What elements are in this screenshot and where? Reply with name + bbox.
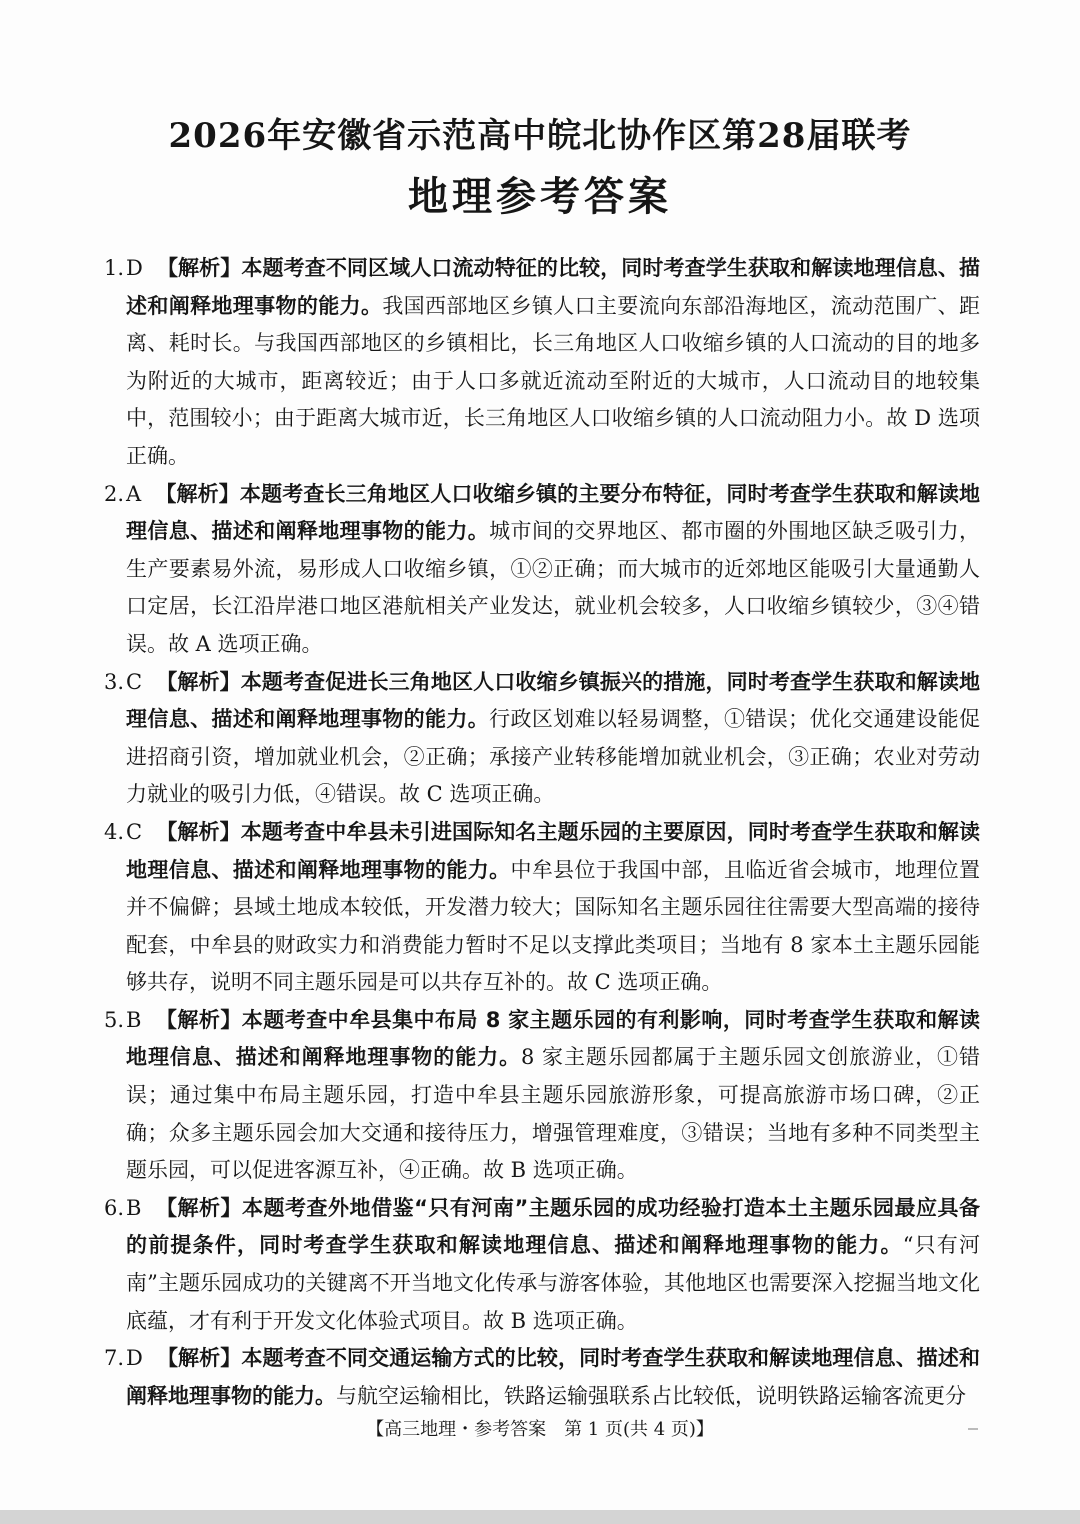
analysis-tag: 【解析】 xyxy=(155,1007,242,1032)
answer-item-5 xyxy=(104,1002,980,1190)
analysis-tag: 【解析】 xyxy=(155,1195,242,1220)
page-footer: 【高三地理・参考答案 第 1 页(共 4 页)】 xyxy=(366,1419,714,1440)
analysis-lead: 本题考查外地借鉴“只有河南”主题乐园的成功经验打造本土主题乐园最应具备的前提条件，同时考查学生获取和解读地理信息、描述和阐释地理事物的能力。 xyxy=(126,1195,980,1258)
answer-number: 2. xyxy=(104,481,125,506)
scan-mark xyxy=(968,1428,978,1430)
answer-number: 4. xyxy=(104,819,125,844)
analysis-lead: 本题考查长三角地区人口收缩乡镇的主要分布特征，同时考查学生获取和解读地理信息、描述和阐释地理事物的能力。 xyxy=(126,481,980,544)
analysis-body: 与航空运输相比，铁路运输强联系占比较低，说明铁路运输客流更分 xyxy=(336,1383,966,1408)
analysis-body: “只有河南”主题乐园成功的关键离不开当地文化传承与游客体验，其他地区也需要深入挖掘当地文化底蕴，才有利于开发文化体验式项目。故 B 选项正确。 xyxy=(126,1233,980,1333)
analysis-body: 我国西部地区乡镇人口主要流向东部沿海地区，流动范围广、距离、耗时长。与我国西部地区的乡镇相比，长三角地区人口收缩乡镇的人口流动的目的地多为附近的大城市，距离较近；由于人口多就近流动至附近的大城市，人口流动目的地较集中，范围较小；由于距离大城市近，长三角地区人口收缩乡镇的人口流动阻力小。故 D 选项正确。 xyxy=(126,293,981,468)
answer-choice: B xyxy=(126,1007,142,1032)
answer-choice: B xyxy=(126,1195,142,1220)
viewer-bottom-bar xyxy=(0,1510,1080,1524)
answer-number: 6. xyxy=(104,1195,125,1220)
answer-number: 5. xyxy=(104,1007,125,1032)
analysis-lead: 本题考查不同交通运输方式的比较，同时考查学生获取和解读地理信息、描述和阐释地理事物的能力。 xyxy=(126,1346,981,1408)
answer-list xyxy=(104,250,980,1415)
answer-item-3 xyxy=(104,664,980,814)
answer-item-2 xyxy=(104,476,980,664)
analysis-lead: 本题考查不同区域人口流动特征的比较，同时考查学生获取和解读地理信息、描述和阐释地理事物的能力。 xyxy=(126,256,981,318)
analysis-lead: 本题考查中牟县集中布局 8 家主题乐园的有利影响，同时考查学生获取和解读地理信息、描述和阐释地理事物的能力。 xyxy=(126,1007,981,1070)
answer-choice: D xyxy=(126,1346,143,1371)
exam-title: 2026年安徽省示范高中皖北协作区第28届联考 xyxy=(168,116,912,156)
answer-choice: C xyxy=(126,819,143,844)
answer-item-7 xyxy=(104,1340,980,1415)
answer-choice: A xyxy=(126,481,142,506)
analysis-lead: 本题考查中牟县未引进国际知名主题乐园的主要原因，同时考查学生获取和解读地理信息、描述和阐释地理事物的能力。 xyxy=(126,819,981,882)
answer-key-title: 地理参考答案 xyxy=(408,174,672,220)
answer-item-1 xyxy=(104,250,980,476)
answer-item-4 xyxy=(104,814,980,1002)
answer-choice: C xyxy=(126,669,143,694)
answer-choice: D xyxy=(126,256,143,280)
answer-item-6 xyxy=(104,1190,980,1340)
analysis-tag: 【解析】 xyxy=(156,669,241,694)
answer-number: 1. xyxy=(104,256,125,280)
analysis-tag: 【解析】 xyxy=(156,819,241,844)
analysis-lead: 本题考查促进长三角地区人口收缩乡镇振兴的措施，同时考查学生获取和解读地理信息、描述和阐释地理事物的能力。 xyxy=(126,669,981,732)
analysis-body: 中牟县位于我国中部，且临近省会城市，地理位置并不偏僻；县域土地成本较低，开发潜力较大；国际知名主题乐园往往需要大型高端的接待配套，中牟县的财政实力和消费能力暂时不足以支撑此类项目；当地有 8 家本土主题乐园能够共存，说明不同主题乐园是可以共存互补的。故 C 选项正确。 xyxy=(126,857,981,995)
analysis-tag: 【解析】 xyxy=(155,481,240,506)
analysis-tag: 【解析】 xyxy=(156,1346,242,1371)
analysis-body: 行政区划难以轻易调整，①错误；优化交通建设能促进招商引资，增加就业机会，②正确；承接产业转移能增加就业机会，③正确；农业对劳动力就业的吸引力低，④错误。故 C 选项正确。 xyxy=(126,707,981,807)
answer-number: 3. xyxy=(104,669,125,694)
analysis-tag: 【解析】 xyxy=(156,256,242,280)
answer-number: 7. xyxy=(104,1346,125,1371)
analysis-body: 8 家主题乐园都属于主题乐园文创旅游业，①错误；通过集中布局主题乐园，打造中牟县主题乐园旅游形象，可提高旅游市场口碑，②正确；众多主题乐园会加大交通和接待压力，增强管理难度，③错误；当地有多种不同类型主题乐园，可以促进客源互补，④正确。故 B 选项正确。 xyxy=(126,1045,980,1183)
analysis-body: 城市间的交界地区、都市圈的外围地区缺乏吸引力，生产要素易外流，易形成人口收缩乡镇，①②正确；而大城市的近郊地区能吸引大量通勤人口定居，长江沿岸港口地区港航相关产业发达，就业机会较多，人口收缩乡镇较少，③④错误。故 A 选项正确。 xyxy=(126,519,981,656)
